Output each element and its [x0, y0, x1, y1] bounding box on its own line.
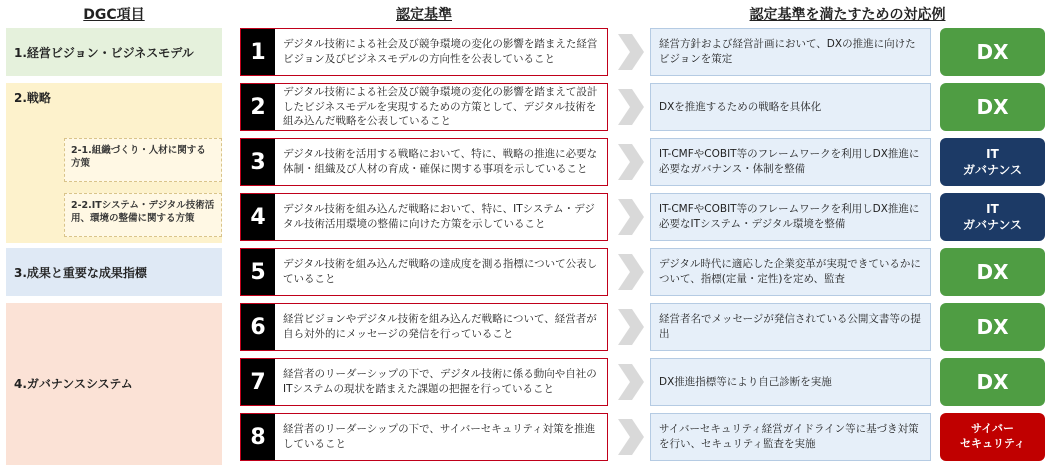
dgc-item-governance: [6, 303, 222, 465]
badge-line2: ガバナンス: [962, 218, 1023, 232]
criteria-row-4: [240, 193, 608, 241]
badge-dx: [940, 358, 1045, 406]
criteria-text: 経営者のリーダーシップの下で、デジタル技術に係る動向や自社のITシステムの現状を踏まえた課題の把握を行っていること: [283, 368, 597, 395]
chevron-right-icon: [618, 34, 644, 70]
header-criteria: 認定基準: [396, 7, 452, 23]
example-box-6: 経営者名でメッセージが発信されている公開文書等の提出: [650, 303, 931, 351]
chevron-right-icon: [618, 199, 644, 235]
badge-line1: DX: [976, 260, 1009, 284]
dgc-subitem-organization: 2-1.組織づくり・人材に関する方策: [64, 138, 222, 182]
chevron-right-icon: [618, 419, 644, 455]
criteria-number: 2: [241, 84, 275, 130]
criteria-text: 経営ビジョンやデジタル技術を組み込んだ戦略について、経営者が自ら対外的にメッセージの発信を行っていること: [283, 313, 597, 340]
criteria-text: デジタル技術を活用する戦略において、特に、戦略の推進に必要な体制・組織及び人材の育成・確保に関する事項を示していること: [283, 148, 598, 175]
criteria-row-1: [240, 28, 608, 76]
chevron-right-icon: [618, 89, 644, 125]
badge-line1: DX: [976, 95, 1009, 119]
criteria-text: デジタル技術による社会及び競争環境の変化の影響を踏まえて設計したビジネスモデルを実現するための方策として、デジタル技術を組み込んだ戦略を公表していること: [283, 85, 598, 128]
example-box-8: サイバーセキュリティ経営ガイドライン等に基づき対策を行い、セキュリティ監査を実施: [650, 413, 931, 461]
dgc-subitem-it-system: 2-2.ITシステム・デジタル技術活用、環境の整備に関する方策: [64, 193, 222, 237]
criteria-number: 4: [241, 194, 275, 240]
chevron-right-icon: [618, 254, 644, 290]
criteria-text: デジタル技術を組み込んだ戦略の達成度を測る指標について公表していること: [283, 258, 598, 285]
badge-line1: DX: [976, 370, 1009, 394]
badge-it-governance: [940, 193, 1045, 241]
criteria-number: 6: [241, 304, 275, 350]
criteria-number: 3: [241, 139, 275, 185]
badge-cyber-security: [940, 413, 1045, 461]
criteria-number: 7: [241, 359, 275, 405]
badge-dx: [940, 248, 1045, 296]
header-examples: 認定基準を満たすための対応例: [749, 7, 946, 23]
dgc-item-kpi: [6, 248, 222, 296]
criteria-text: 経営者のリーダーシップの下で、サイバーセキュリティ対策を推進していること: [283, 423, 596, 450]
criteria-row-5: [240, 248, 608, 296]
badge-it-governance: [940, 138, 1045, 186]
dgc-item-vision: [6, 28, 222, 76]
chevron-right-icon: [618, 144, 644, 180]
badge-line2: ガバナンス: [962, 163, 1023, 177]
badge-line1: DX: [976, 315, 1009, 339]
criteria-row-3: [240, 138, 608, 186]
badge-line1: IT: [986, 146, 999, 161]
criteria-row-7: [240, 358, 608, 406]
chevron-right-icon: [618, 309, 644, 345]
example-box-2: DXを推進するための戦略を具体化: [650, 83, 931, 131]
dgc-item-label: 1.経営ビジョン・ビジネスモデル: [14, 46, 194, 60]
badge-line2: セキュリティ: [960, 437, 1025, 450]
criteria-row-8: [240, 413, 608, 461]
criteria-row-2: [240, 83, 608, 131]
dgc-item-label: 3.成果と重要な成果指標: [14, 266, 147, 280]
criteria-text: デジタル技術を組み込んだ戦略において、特に、ITシステム・デジタル技術活用環境の整備に向けた方策を示していること: [283, 203, 595, 230]
example-box-1: 経営方針および経営計画において、DXの推進に向けたビジョンを策定: [650, 28, 931, 76]
badge-line1: サイバー: [970, 422, 1014, 436]
badge-line1: IT: [986, 201, 999, 216]
dgc-item-label: 2.戦略: [14, 91, 51, 105]
example-box-5: デジタル時代に適応した企業変革が実現できているかについて、指標(定量・定性)を定め、監査: [650, 248, 931, 296]
criteria-row-6: [240, 303, 608, 351]
chevron-right-icon: [618, 364, 644, 400]
criteria-number: 8: [241, 414, 275, 460]
dgc-item-label: 4.ガバナンスシステム: [14, 377, 133, 391]
example-box-7: DX推進指標等により自己診断を実施: [650, 358, 931, 406]
badge-line1: DX: [976, 40, 1009, 64]
badge-dx: [940, 28, 1045, 76]
example-box-4: IT-CMFやCOBIT等のフレームワークを利用しDX推進に必要なITシステム・デジタル環境を整備: [650, 193, 931, 241]
criteria-number: 1: [241, 29, 275, 75]
header-dgc: DGC項目: [83, 7, 145, 23]
badge-dx: [940, 303, 1045, 351]
example-box-3: IT-CMFやCOBIT等のフレームワークを利用しDX推進に必要なガバナンス・体制を整備: [650, 138, 931, 186]
criteria-text: デジタル技術による社会及び競争環境の変化の影響を踏まえた経営ビジョン及びビジネスモデルの方向性を公表していること: [283, 38, 598, 65]
badge-dx: [940, 83, 1045, 131]
criteria-number: 5: [241, 249, 275, 295]
